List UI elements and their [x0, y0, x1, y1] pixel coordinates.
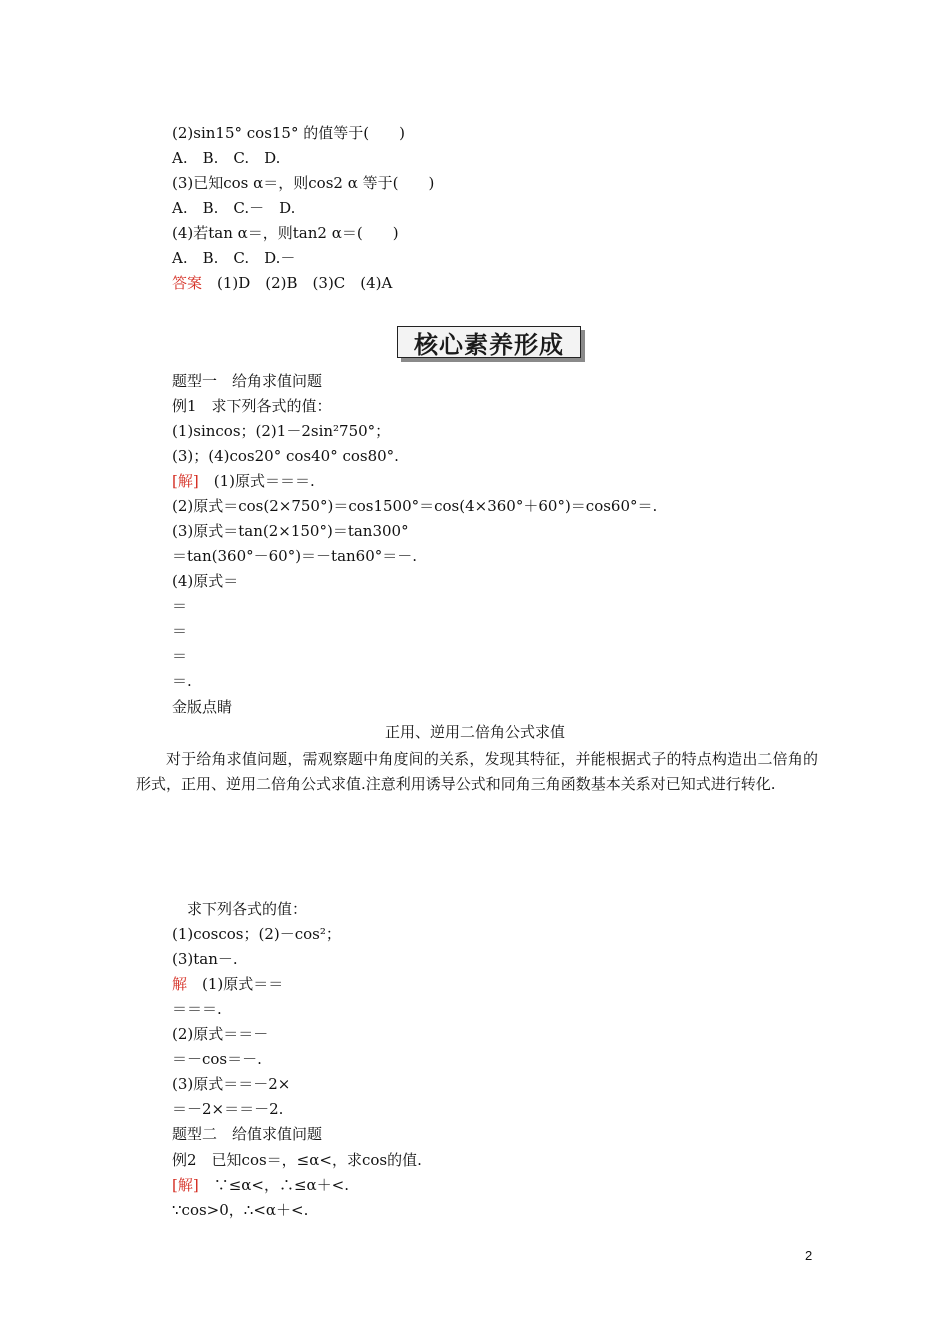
- practice-solution-line-4: ＝－cos＝－.: [172, 1050, 262, 1068]
- type1-title: 题型一 给角求值问题: [172, 372, 323, 390]
- example2-line: 例2 已知cos＝，≤α<，求cos的值.: [172, 1151, 422, 1169]
- top-line-3: (3)已知cos α＝，则cos2 α 等于( ): [172, 174, 435, 192]
- solution2-line-2: ∵cos>0，∴<α＋<.: [172, 1201, 309, 1219]
- solution1-line-8: ＝: [172, 647, 188, 665]
- top-line-2: A. B. C. D.: [172, 149, 281, 167]
- solution2-line-1: [172, 1175, 349, 1195]
- tip-title: 正用、逆用二倍角公式求值: [384, 723, 565, 741]
- example1-line-2: (3)；(4)cos20° cos40° cos80°.: [172, 447, 399, 465]
- solution2-label: [解]: [172, 1176, 199, 1194]
- solution1-line-9: ＝.: [172, 672, 192, 690]
- practice-solution-text: (1)原式＝＝: [187, 975, 284, 993]
- practice-solution-line-2: ＝＝＝.: [172, 1000, 222, 1018]
- practice-title: 求下列各式的值：: [172, 900, 308, 918]
- solution1-line-4: ＝tan(360°－60°)＝－tan60°＝－.: [172, 547, 418, 565]
- section-title: 核心素养形成: [397, 326, 581, 358]
- practice-solution-label: 解: [172, 975, 188, 993]
- practice-solution-line-1: [172, 974, 283, 994]
- practice-solution-line-6: ＝－2×＝＝－2.: [172, 1100, 284, 1118]
- practice-line-1: (1)coscos；(2)－cos²；: [172, 925, 341, 943]
- solution1-line-3: (3)原式＝tan(2×150°)＝tan300°: [172, 522, 409, 540]
- solution1-label: [解]: [172, 472, 199, 490]
- top-line-1: (2)sin15° cos15° 的值等于( ): [172, 124, 405, 142]
- solution2-text: ∵≤α<，∴≤α＋<.: [198, 1176, 350, 1194]
- solution1-line-5: (4)原式＝: [172, 572, 239, 590]
- answer-text: (1)D (2)B (3)C (4)A: [202, 274, 393, 292]
- solution1-text: (1)原式＝＝＝.: [198, 472, 315, 490]
- page-number: 2: [805, 1248, 813, 1263]
- solution1-line-1: [172, 471, 315, 491]
- example1-title: 例1 求下列各式的值：: [172, 397, 332, 415]
- answer-line: [172, 273, 392, 293]
- top-line-6: A. B. C. D.－: [172, 249, 296, 267]
- solution1-line-7: ＝: [172, 622, 188, 640]
- answer-label: 答案: [172, 274, 203, 292]
- top-line-4: A. B. C.－ D.: [172, 199, 296, 217]
- type2-title: 题型二 给值求值问题: [172, 1125, 323, 1143]
- solution1-line-2: (2)原式＝cos(2×750°)＝cos1500°＝cos(4×360°＋60°)＝cos60°＝.: [172, 497, 658, 515]
- example1-line-1: (1)sincos；(2)1－2sin²750°；: [172, 422, 391, 440]
- practice-line-2: (3)tan－.: [172, 950, 238, 968]
- tip-label: 金版点睛: [172, 698, 233, 716]
- tip-paragraph: 对于给角求值问题，需观察题中角度间的关系，发现其特征，并能根据式子的特点构造出二倍角的形式，正用、逆用二倍角公式求值.注意利用诱导公式和同角三角函数基本关系对已知式进行转化.: [136, 750, 818, 793]
- solution1-line-6: ＝: [172, 597, 188, 615]
- practice-solution-line-5: (3)原式＝＝－2×: [172, 1075, 291, 1093]
- top-line-5: (4)若tan α＝，则tan2 α＝( ): [172, 224, 399, 242]
- practice-solution-line-3: (2)原式＝＝－: [172, 1025, 269, 1043]
